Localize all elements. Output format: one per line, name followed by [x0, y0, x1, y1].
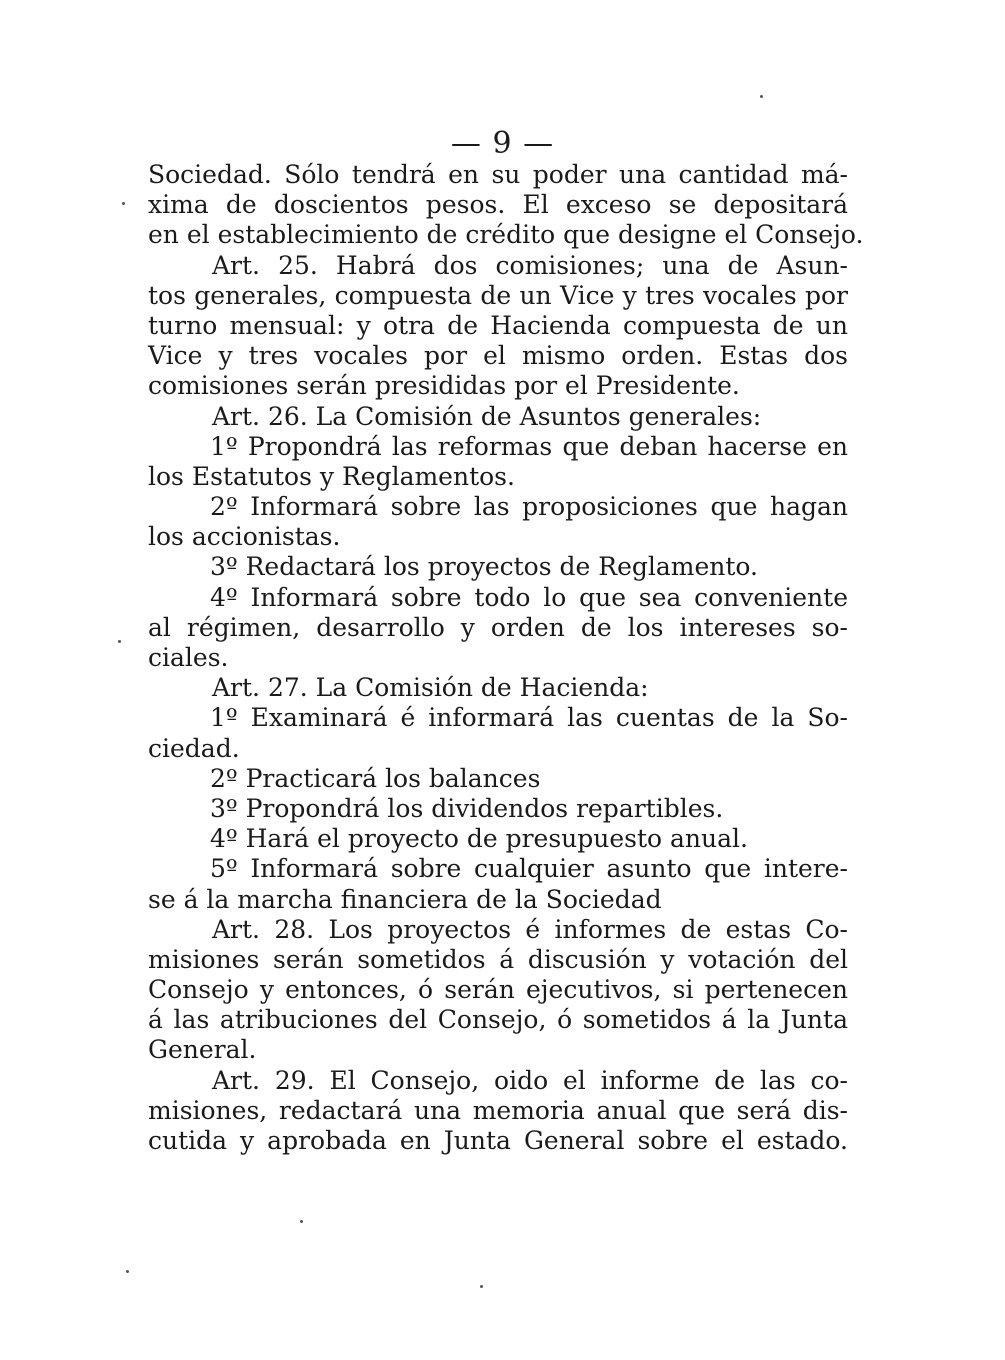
text-line: Art. 26. La Comisión de Asuntos generales:: [212, 401, 762, 431]
text-line: 2º Practicará los balances: [210, 763, 541, 793]
text-line: General.: [148, 1035, 257, 1065]
text-line: 1º Propondrá las reformas que deban hacerse en: [210, 431, 848, 461]
text-line: cutida y aprobada en Junta General sobre el estado.: [148, 1126, 848, 1155]
text-line: Vice y tres vocales por el mismo orden. Estas dos: [148, 341, 848, 371]
text-line: al régimen, desarrollo y orden de los intereses so-: [148, 612, 848, 642]
body-text: [148, 160, 864, 1156]
text-line: Art. 29. El Consejo, oido el informe de las co-: [212, 1065, 848, 1095]
print-speck: [760, 95, 763, 98]
text-line: se á la marcha financiera de la Sociedad: [148, 884, 662, 914]
print-speck: [126, 1270, 129, 1273]
text-line: Art. 28. Los proyectos é informes de estas Co-: [212, 914, 848, 944]
text-line: Art. 25. Habrá dos comisiones; una de Asun-: [212, 250, 848, 280]
print-speck: [118, 640, 121, 643]
text-line: misiones, redactará una memoria anual que será dis-: [148, 1095, 848, 1125]
text-line: 3º Propondrá los dividendos repartibles.: [210, 793, 724, 823]
page-number: — 9 —: [450, 126, 555, 161]
text-line: xima de doscientos pesos. El exceso se depositará: [148, 190, 848, 220]
text-line: ciedad.: [148, 733, 240, 763]
text-line: 4º Informará sobre todo lo que sea conveniente: [210, 582, 848, 612]
print-speck: [480, 1285, 483, 1288]
text-line: Consejo y entonces, ó serán ejecutivos, si pertenecen: [148, 975, 848, 1005]
text-line: comisiones serán presididas por el Presidente.: [148, 371, 740, 401]
text-line: Sociedad. Sólo tendrá en su poder una cantidad má-: [148, 160, 848, 189]
text-line: 1º Examinará é informará las cuentas de la So-: [210, 703, 848, 733]
text-line: misiones serán sometidos á discusión y votación del: [148, 944, 848, 974]
text-line: Art. 27. La Comisión de Hacienda:: [212, 673, 649, 703]
text-line: en el establecimiento de crédito que designe el Consejo.: [148, 220, 864, 250]
text-line: turno mensual: y otra de Hacienda compuesta de un: [148, 310, 848, 340]
text-line: los accionistas.: [148, 522, 341, 552]
print-speck: [300, 1220, 303, 1223]
text-line: ciales.: [148, 643, 229, 672]
text-line: los Estatutos y Reglamentos.: [148, 461, 515, 491]
text-line: tos generales, compuesta de un Vice y tres vocales por: [148, 280, 848, 310]
text-line: 2º Informará sobre las proposiciones que hagan: [210, 492, 848, 522]
print-speck: [122, 202, 125, 205]
text-line: á las atribuciones del Consejo, ó sometidos á la Junta: [148, 1005, 848, 1035]
text-line: 3º Redactará los proyectos de Reglamento.: [210, 552, 758, 582]
text-line: 5º Informará sobre cualquier asunto que intere-: [210, 854, 848, 884]
text-line: 4º Hará el proyecto de presupuesto anual.: [210, 824, 748, 854]
